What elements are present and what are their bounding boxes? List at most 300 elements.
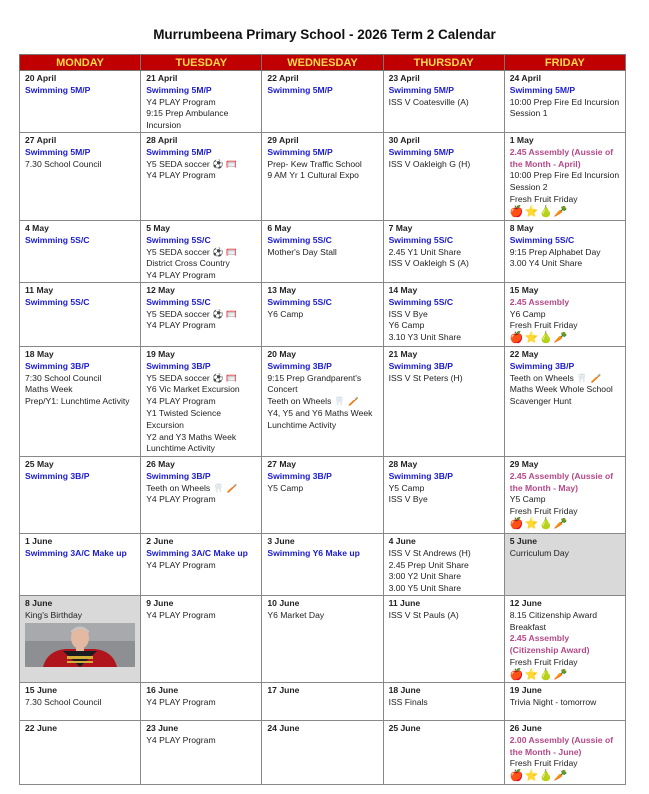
day-cell (141, 456, 262, 533)
event-line (389, 483, 499, 495)
event-line (267, 309, 377, 321)
event-text: 3:00 Y2 Unit Share (388, 571, 462, 582)
day-cell (504, 282, 625, 346)
day-date: 16 June (146, 684, 179, 695)
day-cell (20, 282, 141, 346)
day-date: 18 May (25, 348, 54, 359)
soccer-ball-icon: ⚽ (212, 372, 224, 383)
event-line (267, 396, 377, 408)
event-line (25, 373, 135, 385)
day-cell (262, 682, 383, 720)
event-line (389, 235, 499, 247)
event-text: Swimming 3B/P (146, 360, 211, 371)
day-cell (383, 220, 504, 282)
event-text: District Cross Country (146, 258, 230, 269)
event-text: ISS Finals (388, 696, 428, 707)
day-cell (262, 346, 383, 456)
event-text: Y4 PLAY Program (146, 270, 216, 281)
event-line (389, 332, 499, 344)
icon-line (510, 770, 620, 782)
event-text: Y5 Camp (267, 482, 304, 493)
event-line (389, 548, 499, 560)
day-cell (383, 533, 504, 595)
event-text: 2.45 Prep Unit Share (388, 559, 469, 570)
event-text: Y4, Y5 and Y6 Maths Week Lunchtime Activity (267, 407, 373, 430)
event-text: Fresh Fruit Friday (509, 193, 578, 204)
icon-line (510, 332, 620, 344)
day-cell (262, 533, 383, 595)
event-line (146, 548, 256, 560)
tooth-icon: 🦷 (334, 396, 346, 407)
event-line (389, 373, 499, 385)
event-line (510, 247, 620, 259)
event-text: Maths Week (25, 384, 73, 395)
day-cell (504, 132, 625, 220)
event-text: Y4 PLAY Program (146, 609, 216, 620)
event-line (146, 297, 256, 309)
day-cell (20, 71, 141, 133)
event-line (25, 85, 135, 97)
weekday-header: FRIDAY (504, 55, 625, 71)
day-date: 25 May (25, 458, 54, 469)
star-icon: ⭐ (524, 770, 540, 783)
day-cell (20, 132, 141, 220)
event-line (267, 247, 377, 259)
event-text: Y6 Camp (509, 308, 546, 319)
day-date: 1 May (509, 134, 534, 145)
week-row (20, 132, 626, 220)
event-text: Swimming Y6 Make up (267, 547, 360, 558)
day-date: 5 June (509, 535, 537, 546)
event-line (510, 548, 620, 560)
day-cell (141, 71, 262, 133)
week-row (20, 720, 626, 784)
day-date: 23 April (388, 73, 420, 83)
day-date: 11 May (25, 284, 54, 295)
event-text: Swimming 5M/P (146, 84, 212, 95)
event-line (389, 258, 499, 270)
event-line (25, 396, 135, 408)
event-text: Swimming 5M/P (25, 84, 91, 95)
day-cell (262, 220, 383, 282)
event-line (146, 85, 256, 97)
event-line (25, 697, 135, 709)
carrot-icon: 🥕 (553, 668, 569, 681)
day-cell (504, 682, 625, 720)
event-text: ISS V Bye (388, 494, 428, 505)
event-line (510, 258, 620, 270)
day-cell (504, 720, 625, 784)
day-cell (141, 533, 262, 595)
event-text: 10:00 Prep Fire Ed Incursion Session 2 (509, 170, 620, 193)
week-row (20, 456, 626, 533)
event-line (510, 320, 620, 332)
day-date: 11 June (388, 597, 421, 608)
weekday-header-row (20, 55, 626, 71)
day-date: 21 May (388, 348, 418, 359)
event-text: 2.45 Assembly (509, 296, 570, 307)
event-line (510, 170, 620, 194)
pear-icon: 🍐 (539, 205, 554, 218)
event-text: Swimming 5M/P (25, 146, 91, 157)
day-date: 19 June (509, 684, 542, 695)
day-date: 24 April (509, 73, 541, 83)
event-text: Swimming 3B/P (388, 360, 454, 371)
goal-net-icon: 🥅 (226, 158, 238, 169)
event-text: Y4 PLAY Program (146, 96, 216, 107)
day-cell (262, 132, 383, 220)
event-line (146, 373, 256, 385)
event-text: 7.30 School Council (25, 696, 102, 707)
event-text: ISS V Oakleigh S (A) (388, 258, 469, 269)
day-cell (20, 533, 141, 595)
event-line (510, 633, 620, 657)
event-text: Y5 SEDA soccer (146, 246, 210, 257)
king-portrait-image (25, 623, 135, 667)
event-line (389, 247, 499, 259)
event-line (25, 235, 135, 247)
event-line (389, 147, 499, 159)
event-line (510, 85, 620, 97)
day-cell (504, 595, 625, 682)
event-text: Swimming 5M/P (146, 146, 212, 157)
day-cell (20, 595, 141, 682)
day-cell (262, 282, 383, 346)
event-line (25, 147, 135, 159)
day-date: 5 May (146, 222, 171, 233)
day-date: 28 May (388, 458, 418, 469)
event-line (146, 384, 256, 396)
event-text: Swimming 5S/C (146, 296, 211, 307)
day-cell (20, 346, 141, 456)
day-date: 9 June (146, 597, 174, 608)
event-line (146, 320, 256, 332)
day-cell (504, 71, 625, 133)
event-line (267, 483, 377, 495)
event-line (510, 494, 620, 506)
event-text: ISS V St Pauls (A) (388, 609, 459, 620)
event-text: Swimming 3B/P (267, 360, 332, 371)
day-date: 18 June (388, 684, 421, 695)
day-date: 15 May (509, 284, 539, 295)
day-cell (383, 71, 504, 133)
day-cell (20, 682, 141, 720)
event-text: Swimming 5S/C (25, 234, 90, 245)
event-text: 9:15 Prep Alphabet Day (509, 246, 601, 257)
event-text: Fresh Fruit Friday (509, 758, 578, 769)
apple-icon: 🍎 (509, 668, 525, 681)
event-line (25, 297, 135, 309)
event-text: Swimming 5M/P (267, 146, 333, 157)
day-cell (504, 220, 625, 282)
event-line (146, 170, 256, 182)
event-line (267, 610, 377, 622)
event-text: Y4 PLAY Program (146, 396, 216, 407)
event-text: 2.45 Assembly (Aussie of the Month - May) (509, 470, 614, 493)
day-cell (141, 682, 262, 720)
day-date: 8 June (25, 597, 53, 608)
event-line (389, 85, 499, 97)
day-date: 14 May (388, 284, 418, 295)
event-text: Y6 Camp (267, 308, 304, 319)
day-date: 22 May (509, 348, 539, 359)
event-text: Prep- Kew Traffic School (267, 158, 362, 169)
event-text: ISS V St Peters (H) (388, 372, 463, 383)
carrot-icon: 🥕 (553, 205, 569, 218)
event-line (389, 297, 499, 309)
event-text: ISS V Oakleigh G (H) (388, 158, 471, 169)
day-cell (504, 456, 625, 533)
event-line (146, 471, 256, 483)
week-row (20, 220, 626, 282)
day-cell (383, 456, 504, 533)
event-line (146, 258, 256, 270)
event-text: Swimming 5S/C (388, 234, 454, 245)
event-text: Swimming 3B/P (25, 360, 90, 371)
event-text: Y4 PLAY Program (146, 170, 216, 181)
event-text: Maths Week Whole School Scavenger Hunt (509, 384, 613, 407)
day-cell (141, 220, 262, 282)
event-text: Swimming 3A/C Make up (25, 547, 127, 558)
event-line (146, 735, 256, 747)
toothbrush-icon: 🪥 (348, 396, 359, 407)
event-line (146, 108, 256, 132)
event-line (146, 247, 256, 259)
event-text: Fresh Fruit Friday (509, 506, 578, 517)
day-cell (141, 132, 262, 220)
day-date: 7 May (388, 222, 413, 233)
event-line (146, 396, 256, 408)
event-line (510, 97, 620, 121)
event-text: Swimming 5S/C (388, 296, 454, 307)
event-line (389, 471, 499, 483)
calendar-body (20, 71, 626, 785)
soccer-ball-icon: ⚽ (212, 246, 224, 257)
event-line (389, 159, 499, 171)
goal-net-icon: 🥅 (226, 246, 238, 257)
event-text: Swimming 5S/C (146, 234, 211, 245)
day-date: 28 April (146, 134, 178, 145)
event-line (510, 506, 620, 518)
event-line (267, 361, 377, 373)
day-date: 27 May (267, 458, 297, 469)
day-date: 26 May (146, 458, 175, 469)
event-line (267, 170, 377, 182)
day-date: 13 May (267, 284, 297, 295)
event-line (25, 361, 135, 373)
event-text: Swimming 3B/P (25, 470, 90, 481)
event-text: Swimming 3B/P (509, 360, 575, 371)
apple-icon: 🍎 (509, 770, 525, 783)
event-text: Y4 PLAY Program (146, 559, 216, 570)
event-text: ISS V St Andrews (H) (388, 547, 471, 558)
event-text: Trivia Night - tomorrow (509, 696, 597, 707)
day-cell (262, 456, 383, 533)
event-line (389, 571, 499, 583)
event-text: Swimming 5S/C (267, 296, 332, 307)
event-line (389, 97, 499, 109)
week-row (20, 71, 626, 133)
pear-icon: 🍐 (539, 517, 554, 530)
day-cell (262, 720, 383, 784)
event-line (389, 583, 499, 595)
weekday-header: WEDNESDAY (262, 55, 383, 71)
apple-icon: 🍎 (509, 517, 525, 530)
day-cell (504, 346, 625, 456)
event-line (389, 560, 499, 572)
event-line (146, 147, 256, 159)
day-cell (262, 595, 383, 682)
soccer-ball-icon: ⚽ (212, 158, 224, 169)
event-line (146, 610, 256, 622)
event-line (146, 97, 256, 109)
event-text: Y1 Twisted Science Excursion (146, 407, 222, 430)
event-line (146, 432, 256, 456)
event-text: Y5 SEDA soccer (146, 158, 210, 169)
icon-line (510, 518, 620, 530)
event-line (267, 548, 377, 560)
event-line (510, 147, 620, 171)
event-text: Y5 SEDA soccer (146, 372, 210, 383)
day-date: 27 April (25, 134, 57, 145)
event-text: Prep/Y1: Lunchtime Activity (25, 396, 130, 407)
day-cell (383, 720, 504, 784)
event-text: Mother's Day Stall (267, 246, 337, 257)
carrot-icon: 🥕 (553, 770, 569, 783)
event-line (267, 471, 377, 483)
week-row (20, 282, 626, 346)
weekday-header: MONDAY (20, 55, 141, 71)
event-line (146, 494, 256, 506)
event-line (510, 697, 620, 709)
event-text: Y6 Market Day (267, 609, 325, 620)
event-text: Swimming 5S/C (509, 234, 575, 245)
day-date: 19 May (146, 348, 175, 359)
day-date: 12 May (146, 284, 175, 295)
event-line (267, 85, 377, 97)
event-text: Swimming 3B/P (267, 470, 332, 481)
event-line (267, 373, 377, 397)
event-text: ISS V Bye (388, 308, 428, 319)
day-date: 23 June (146, 722, 179, 733)
event-text: Y5 Camp (509, 494, 546, 505)
day-date: 4 June (388, 535, 416, 546)
event-text: Swimming 5S/C (267, 234, 332, 245)
event-line (146, 309, 256, 321)
tooth-icon: 🦷 (576, 372, 588, 383)
event-line (146, 560, 256, 572)
day-cell (262, 71, 383, 133)
carrot-icon: 🥕 (553, 517, 569, 530)
event-text: Fresh Fruit Friday (509, 656, 578, 667)
day-date: 3 June (267, 535, 295, 546)
icon-line (510, 669, 620, 681)
pear-icon: 🍐 (539, 668, 554, 681)
event-text: Y4 PLAY Program (146, 320, 216, 331)
day-date: 25 June (388, 722, 421, 733)
day-date: 20 May (267, 348, 297, 359)
icon-line (510, 206, 620, 218)
event-line (146, 361, 256, 373)
goal-net-icon: 🥅 (226, 308, 238, 319)
event-line (389, 361, 499, 373)
day-date: 22 April (267, 73, 299, 83)
event-line (510, 384, 620, 408)
event-line (510, 194, 620, 206)
event-text: Y4 PLAY Program (146, 494, 216, 505)
event-text: Curriculum Day (509, 547, 569, 558)
event-line (146, 159, 256, 171)
tooth-icon: 🦷 (213, 482, 224, 493)
event-line (510, 735, 620, 759)
event-line (510, 373, 620, 385)
event-line (146, 697, 256, 709)
event-text: Teeth on Wheels (146, 482, 211, 493)
event-line (146, 408, 256, 432)
event-line (146, 483, 256, 495)
event-text: King's Birthday (25, 609, 83, 620)
apple-icon: 🍎 (509, 332, 525, 345)
event-text: 7.30 School Council (25, 158, 102, 169)
day-date: 21 April (146, 73, 178, 83)
day-date: 15 June (25, 684, 58, 695)
event-text: 2.45 Assembly (Citizenship Award) (509, 633, 590, 656)
event-text: 3.00 Y4 Unit Share (509, 258, 583, 269)
pear-icon: 🍐 (539, 332, 554, 345)
event-text: Swimming 3B/P (146, 470, 211, 481)
week-row (20, 682, 626, 720)
event-text: Y5 SEDA soccer (146, 308, 210, 319)
event-line (510, 610, 620, 634)
day-date: 22 June (25, 722, 58, 733)
event-text: Y6 Camp (388, 320, 425, 331)
week-row (20, 346, 626, 456)
event-line (267, 147, 377, 159)
event-text: 9:15 Prep Ambulance Incursion (146, 108, 229, 131)
event-text: 10:00 Prep Fire Ed Incursion Session 1 (509, 96, 620, 119)
event-line (510, 471, 620, 495)
day-date: 6 May (267, 222, 292, 233)
event-line (25, 548, 135, 560)
event-line (389, 697, 499, 709)
event-line (389, 309, 499, 321)
event-line (25, 610, 135, 622)
day-date: 20 April (25, 73, 57, 83)
event-line (146, 235, 256, 247)
star-icon: ⭐ (524, 668, 540, 681)
event-text: Y4 PLAY Program (146, 734, 216, 745)
day-date: 4 May (25, 222, 49, 233)
day-cell (504, 533, 625, 595)
event-text: Y5 Camp (388, 482, 425, 493)
star-icon: ⭐ (524, 205, 540, 218)
event-text: Swimming 3B/P (388, 470, 454, 481)
star-icon: ⭐ (524, 517, 540, 530)
day-cell (383, 346, 504, 456)
day-date: 29 May (509, 458, 539, 469)
term-calendar (19, 54, 626, 785)
day-date: 24 June (267, 722, 300, 733)
day-cell (141, 720, 262, 784)
event-text: Fresh Fruit Friday (509, 320, 578, 331)
day-cell (20, 456, 141, 533)
apple-icon: 🍎 (509, 205, 525, 218)
event-text: Swimming 3A/C Make up (146, 547, 248, 558)
event-text: 9 AM Yr 1 Cultural Expo (267, 170, 359, 181)
event-line (510, 657, 620, 669)
event-text: Y4 PLAY Program (146, 696, 216, 707)
star-icon: ⭐ (524, 332, 540, 345)
